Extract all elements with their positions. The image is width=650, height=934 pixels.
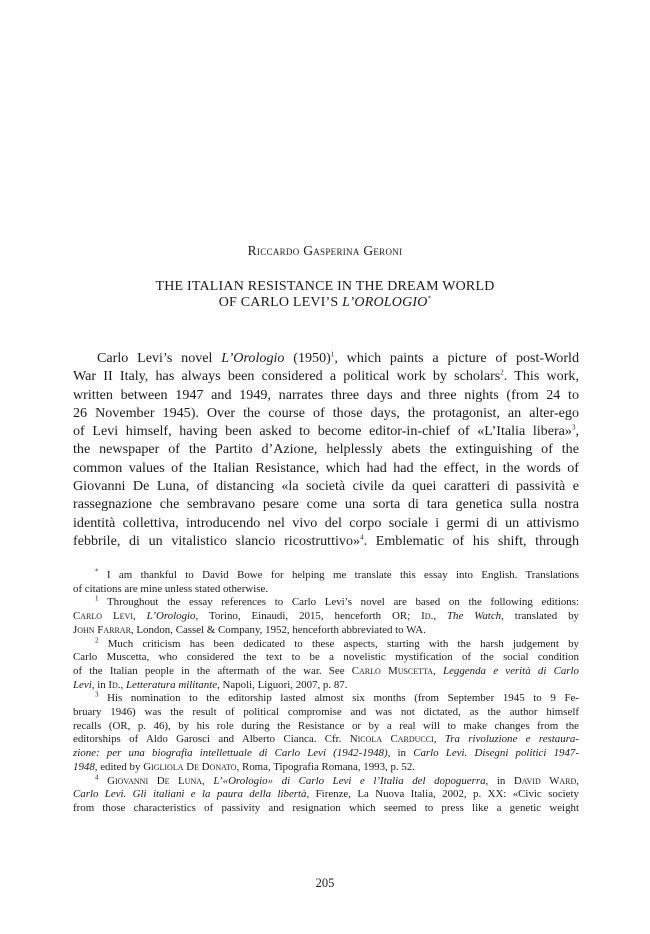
body-line: Carlo Levi’s novel L’Orologio $(1950)^1$, which paints a picture of post-World xyxy=(97,350,580,366)
body-line: common values of the Italian Resistance, which had had the effect, in the words of xyxy=(73,459,579,476)
title-footnote-mark: * xyxy=(427,294,432,303)
footnote-line: zione: per una biografia intellettuale di Carlo Levi (1942-1948), in Carlo Levi. Disegni politici 1947- xyxy=(73,747,579,760)
footnote-ref[interactable]: 2 xyxy=(500,368,504,377)
footnote-line: Carlo Muscetta, who considered the text to be a novelistic mystification of the social condition xyxy=(73,651,579,664)
body-text xyxy=(73,349,579,550)
footnote-mark: 3 xyxy=(95,690,99,699)
body-line: 26 November 1945). Over the course of those days, the protagonist, an alter-ego xyxy=(73,404,579,421)
body-line: rassegnazione che sembravano pesare come una sorta di tara genetica sulla nostra xyxy=(73,496,579,513)
footnote-line: $^3$ His nomination to the editorship lasted almost six months (from September 1945 to 9 Fe- xyxy=(95,690,579,705)
title-line-2: OF CARLO LEVI’S L’OROLOGIO* xyxy=(218,294,432,310)
footnote-line: 1948, edited by Gigliola De Donato, Roma, Tipografia Romana, 1993, p. 52. xyxy=(73,760,415,773)
footnote-ref[interactable]: 1 xyxy=(330,350,335,359)
footnote-line: * I am thankful to David Bowe for helping me translate this essay into English. Translations xyxy=(95,567,579,581)
footnote-line: Levi, in Id., Letteratura militante, Napoli, Liguori, 2007, p. 87. xyxy=(73,678,348,691)
author-name: Riccardo Gasperina Geroni xyxy=(247,243,403,258)
body-line: identità collettiva, introducendo nel vivo del corpo sociale i germi di un attivismo xyxy=(73,514,579,531)
footnote-ref[interactable]: 3 xyxy=(571,423,576,432)
footnote-mark: 4 xyxy=(95,772,99,781)
footnote-ref[interactable]: 4 xyxy=(360,533,364,542)
article-title xyxy=(0,279,650,311)
footnote-line: John Farrar, London, Cassel & Company, 1952, henceforth abbreviated to WA. xyxy=(73,623,426,636)
body-line: of Levi himself, having been asked to become editor-in-chief of «L’Italia libera»$^3$, xyxy=(73,423,579,440)
body-line: Giovanni De Luna, of distancing «la società civile da quei caratteri di passività e xyxy=(73,478,579,495)
footnote-line: bruary 1946) was the result of political compromise and was not dictated, as the author himself xyxy=(73,706,579,719)
footnotes xyxy=(73,569,579,816)
footnote-line: $^2$ Much criticism has been dedicated to these aspects, starting with the harsh judgement by xyxy=(95,635,579,650)
body-line: written between 1947 and 1949, narrates three days and three nights (from 24 to xyxy=(73,386,579,403)
footnote-line: editorships of Aldo Garosci and Alberto Cianca. Cfr. Nicola Carducci, Tra rivoluzione e restaura- xyxy=(73,733,579,746)
body-line: War II Italy, has always been considered a political work by scholars$^2$. This work, xyxy=(73,368,579,385)
footnote-line: recalls (OR, p. 46), by his role during the Resistance or by a real will to make changes from the xyxy=(73,719,579,732)
body-line: febbrile, di un vitalistico slancio ricostruttivo»$^4$. Emblematic of his shift, through xyxy=(73,532,579,549)
title-line-1: THE ITALIAN RESISTANCE IN THE DREAM WORLD xyxy=(155,279,495,294)
body-line: the newspaper of the Partito d’Azione, helplessly abets the extinguishing of the xyxy=(73,441,579,458)
footnote-line: $^1$ Throughout the essay references to Carlo Levi’s novel are based on the following editions: xyxy=(95,594,579,609)
footnote-line: of citations are mine unless stated otherwise. xyxy=(73,582,269,595)
footnote-mark: 2 xyxy=(95,635,99,644)
footnote-line: of the Italian people in the aftermath of the war. See Carlo Muscetta, Leggenda e verità di Carlo xyxy=(73,664,579,677)
title-italic: L’OROLOGIO xyxy=(342,295,428,310)
footnote-mark: 1 xyxy=(95,594,99,603)
footnote-line: from those characteristics of passivity and resignation which seemed to press like a genetic weight xyxy=(73,801,579,814)
page-number: 205 xyxy=(315,876,335,890)
footnote-line: Carlo Levi. Gli italiani e la paura della libertà, Firenze, La Nuova Italia, 2002, p. XX: «Civic society xyxy=(73,788,579,801)
footnote-line: Carlo Levi, L’Orologio, Torino, Einaudi, 2015, henceforth OR; Id., The Watch, translated by xyxy=(73,610,579,623)
footnote-mark: * xyxy=(95,567,99,576)
footnote-line: $^4$ Giovanni De Luna, L’«Orologio» di Carlo Levi e l’Italia del dopoguerra, in David Ward, xyxy=(95,772,580,787)
